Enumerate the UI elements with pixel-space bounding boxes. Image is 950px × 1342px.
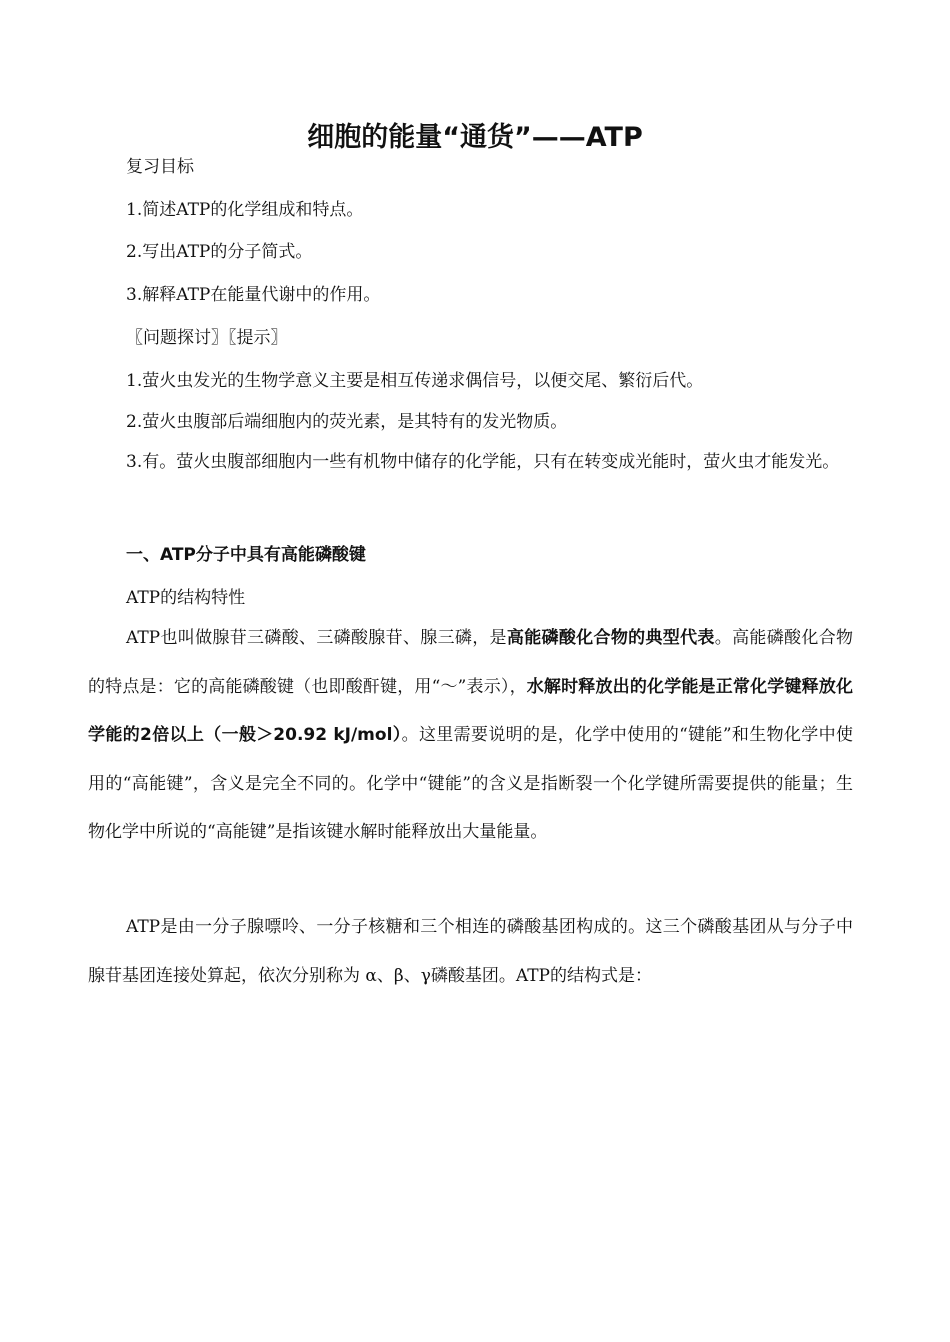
- atp-definition-paragraph: [88, 614, 853, 857]
- review-heading: 复习目标: [126, 157, 194, 177]
- paragraph-text: 。这里需要说明的是，化学中使用的“键能”和生物化学中使用的“高能键”，含义是完全不同的。化学中“键能”的含义是指断裂一个化学键所需要提供的能量；生物化学中所说的“高能键”是指该键水解时能释放出大量能量。: [88, 725, 853, 842]
- section-subheading: ATP的结构特性: [126, 588, 246, 608]
- review-item-1: 1.简述ATP的化学组成和特点。: [126, 200, 364, 220]
- discussion-answer-2: 2.萤火虫腹部后端细胞内的荧光素，是其特有的发光物质。: [126, 412, 568, 432]
- paragraph-text: 。高能磷酸化合物的特点是：它的高能磷酸键（也即酸酐键，用“～”表示），: [88, 628, 854, 697]
- discussion-answer-1: 1.萤火虫发光的生物学意义主要是相互传递求偶信号，以便交尾、繁衍后代。: [126, 371, 704, 391]
- discussion-answer-3: 3.有。萤火虫腹部细胞内一些有机物中储存的化学能，只有在转变成光能时，萤火虫才能发光。: [126, 452, 840, 472]
- bold-phrase: 高能磷酸化合物的典型代表: [506, 628, 715, 648]
- section-heading: 一、ATP分子中具有高能磷酸键: [126, 545, 366, 565]
- review-item-2: 2.写出ATP的分子简式。: [126, 242, 313, 262]
- paragraph-text: ATP也叫做腺苷三磷酸、三磷酸腺苷、腺三磷，是: [126, 628, 507, 648]
- discussion-heading: 〖问题探讨〗〖提示〗: [126, 328, 288, 348]
- atp-structure-paragraph: ATP是由一分子腺嘌呤、一分子核糖和三个相连的磷酸基团构成的。这三个磷酸基团从与分子中腺苷基团连接处算起，依次分别称为 α、β、γ磷酸基团。ATP的结构式是：: [88, 917, 853, 986]
- page-title: 细胞的能量“通货”——ATP: [307, 122, 643, 153]
- review-item-3: 3.解释ATP在能量代谢中的作用。: [126, 285, 381, 305]
- bold-phrase: 水解时释放出的化学能是正常化学键释放化学能的2倍以上（一般＞20.92 kJ/mol）: [88, 676, 853, 745]
